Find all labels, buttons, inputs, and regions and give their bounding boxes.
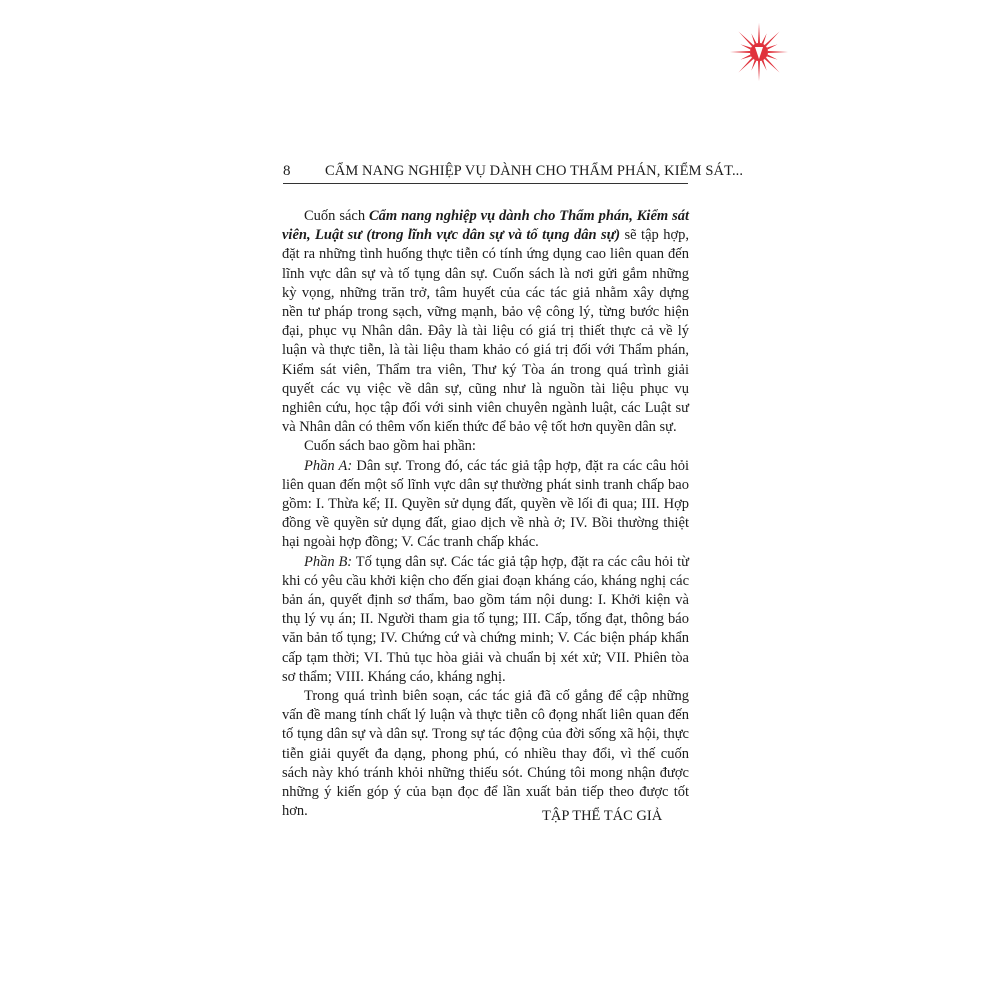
logo-ray [730,51,750,53]
paragraph-closing: Trong quá trình biên soạn, các tác giả đã cố gắng để cập những vấn đề mang tính chất lý luận và thực tiễn cô đọng nhất liên quan đến tố tụng dân sự và dân sự. Trong sự tác động của đời sống xã hội, thực tiễn giải quyết đa dạng, phong phú, có nhiều thay đổi, vì thế cuốn sách này khó tránh khỏi những thiếu sót. Chúng tôi mong nhận được những ý kiến góp ý của bạn đọc để lần xuất bản tiếp theo được tốt hơn. [282,688,689,820]
logo-ray [741,44,752,49]
logo-ray [741,55,752,60]
part-a-text: Dân sự. Trong đó, các tác giả tập hợp, đặt ra các câu hỏi liên quan đến một số lĩnh vực dân sự thường phát sinh tranh chấp bao gồm: I. Thừa kế; II. Quyền sử dụng đất, quyền về lối đi qua; III. Hợp đồng về quyền sử dụng đất, giao dịch về nhà ở; IV. Bồi thường thiệt hại ngoài hợp đồng; V. Các tranh chấp khác. [282,457,689,551]
logo-ray [765,31,780,46]
logo-ray [751,34,756,45]
logo-ray [767,55,778,60]
part-b-label: Phần B: [304,553,353,570]
logo-ray [758,61,760,81]
running-header [283,163,744,184]
part-a-label: Phần A: [304,457,353,474]
logo-ray [751,60,756,71]
logo-ray [762,34,767,45]
page-number: 8 [283,163,291,179]
logo-ray [762,60,767,71]
intro-lead: Cuốn sách [304,208,369,224]
paragraph-part-a [282,457,689,553]
paragraph-parts-intro: Cuốn sách bao gồm hai phần: [304,438,476,455]
logo-ray [768,51,788,53]
preface-body [282,207,689,822]
running-title: CẨM NANG NGHIỆP VỤ DÀNH CHO THẨM PHÁN, KIỂM SÁT... [325,163,744,179]
logo-ray [738,31,753,46]
logo-ray [738,58,753,73]
paragraph-intro [282,207,689,437]
author-signature: TẬP THỂ TÁC GIẢ [542,808,663,824]
star-logo-icon [728,22,790,82]
logo-ray [767,44,778,49]
part-b-text: Tố tụng dân sự. Các tác giả tập hợp, đặt ra các câu hỏi từ khi có yêu cầu khởi kiện cho đến giai đoạn kháng cáo, kháng nghị các bản án, quyết định sơ thẩm, bao gồm tám nội dung: I. Khởi kiện và thụ lý vụ án; II. Người tham gia tố tụng; III. Cấp, tống đạt, thông báo văn bản tố tụng; IV. Chứng cứ và chứng minh; V. Các biện pháp khẩn cấp tạm thời; VI. Thủ tục hòa giải và chuẩn bị xét xử; VII. Phiên tòa sơ thẩm; VIII. Kháng cáo, kháng nghị. [282,553,689,685]
logo-ray [765,58,780,73]
logo-ray [758,23,760,43]
intro-text: sẽ tập hợp, đặt ra những tình huống thực tiễn có tính ứng dụng cao liên quan đến lĩnh vực dân sự và tố tụng dân sự. Cuốn sách là nơi gửi gắm những kỳ vọng, những trăn trở, tâm huyết của các tác giả nhằm xây dựng nền tư pháp trong sạch, vững mạnh, bảo vệ công lý, từng bước hiện đại, phục vụ Nhân dân. Đây là tài liệu có giá trị thiết thực cả về lý luận và thực tiễn, là tài liệu tham khảo có giá trị đối với Thẩm phán, Kiểm sát viên, Thẩm tra viên, Thư ký Tòa án trong quá trình giải quyết các vụ việc về dân sự, cũng như là nguồn tài liệu phục vụ nghiên cứu, học tập đối với sinh viên chuyên ngành luật, các Luật sư và Nhân dân có thêm vốn kiến thức để bảo vệ tốt hơn quyền dân sự. [282,227,689,436]
book-title: Cẩm nang nghiệp vụ dành cho Thẩm phán, Kiểm sát viên, Luật sư (trong lĩnh vực dân sự và tố tụng dân sự) [282,208,689,244]
paragraph-part-b [282,553,689,687]
